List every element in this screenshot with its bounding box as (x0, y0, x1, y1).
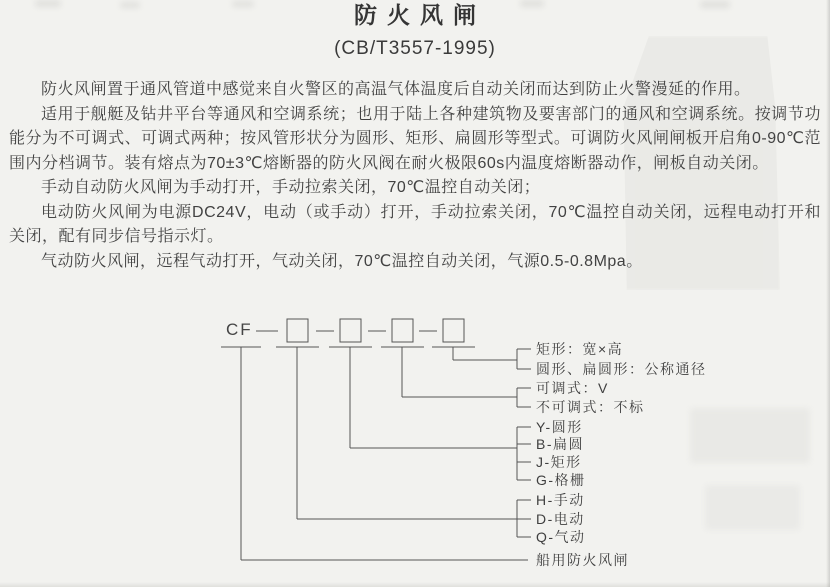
scan-smudge (35, 0, 61, 7)
model-prefix: CF (226, 320, 253, 339)
paragraph-electric: 电动防火风闸为电源DC24V，电动（或手动）打开，手动拉索关闭，70℃温控自动关闭，远程电动打开和关闭，配有同步信号指示灯。 (9, 203, 821, 245)
paragraph-pneumatic: 气动防火风闸，远程气动打开，气动关闭，70℃温控自动关闭，气源0.5-0.8Mpa。 (41, 252, 643, 270)
label-j-rect: J-矩形 (536, 454, 582, 470)
page-title: 防火风闸 (354, 2, 486, 28)
label-round-size: 圆形、扁圆形：公称通径 (536, 361, 707, 377)
scan-edge-shadow (0, 582, 830, 587)
body-text (0, 78, 830, 274)
scan-smudge (120, 2, 140, 8)
label-d-electric: D-电动 (536, 511, 585, 527)
label-h-manual: H-手动 (536, 492, 585, 508)
scan-smudge (700, 1, 730, 8)
scan-smudge (705, 485, 800, 530)
label-q-pneumatic: Q-气动 (536, 529, 586, 545)
paragraph-function: 防火风闸置于通风管道中感觉来自火警区的高温气体温度后自动关闭而达到防止火警漫延的作用。 (41, 81, 751, 98)
scan-smudge (232, 1, 254, 7)
label-rect-size: 矩形：宽×高 (536, 341, 624, 357)
label-b-flat-round: B-扁圆 (536, 436, 584, 452)
label-marine-damper: 船用防火风闸 (536, 552, 629, 568)
paragraph-manual: 手动自动防火风闸为手动打开，手动拉索关闭，70℃温控自动关闭； (41, 179, 541, 196)
standard-number: (CB/T3557-1995) (334, 38, 496, 59)
scan-smudge (520, 0, 544, 7)
label-y-round: Y-圆形 (536, 419, 583, 435)
paragraph-application: 适用于舰艇及钻井平台等通风和空调系统；也用于陆上各种建筑物及要害部门的通风和空调系统。按调节功能分为不可调式、可调式两种；按风管形状分为圆形、矩形、扁圆形等型式。可调防火风闸闸板开启角0-90℃范围内分档调节。装有熔点为70±3℃熔断器的防火风阀在耐火极限60s内温度熔断器动作，闸板自动关闭。 (9, 105, 821, 172)
label-non-adjustable: 不可调式：不标 (536, 399, 645, 415)
scan-smudge (690, 408, 810, 463)
label-g-grille: G-格栅 (536, 472, 586, 488)
label-adjustable: 可调式：V (536, 380, 609, 396)
